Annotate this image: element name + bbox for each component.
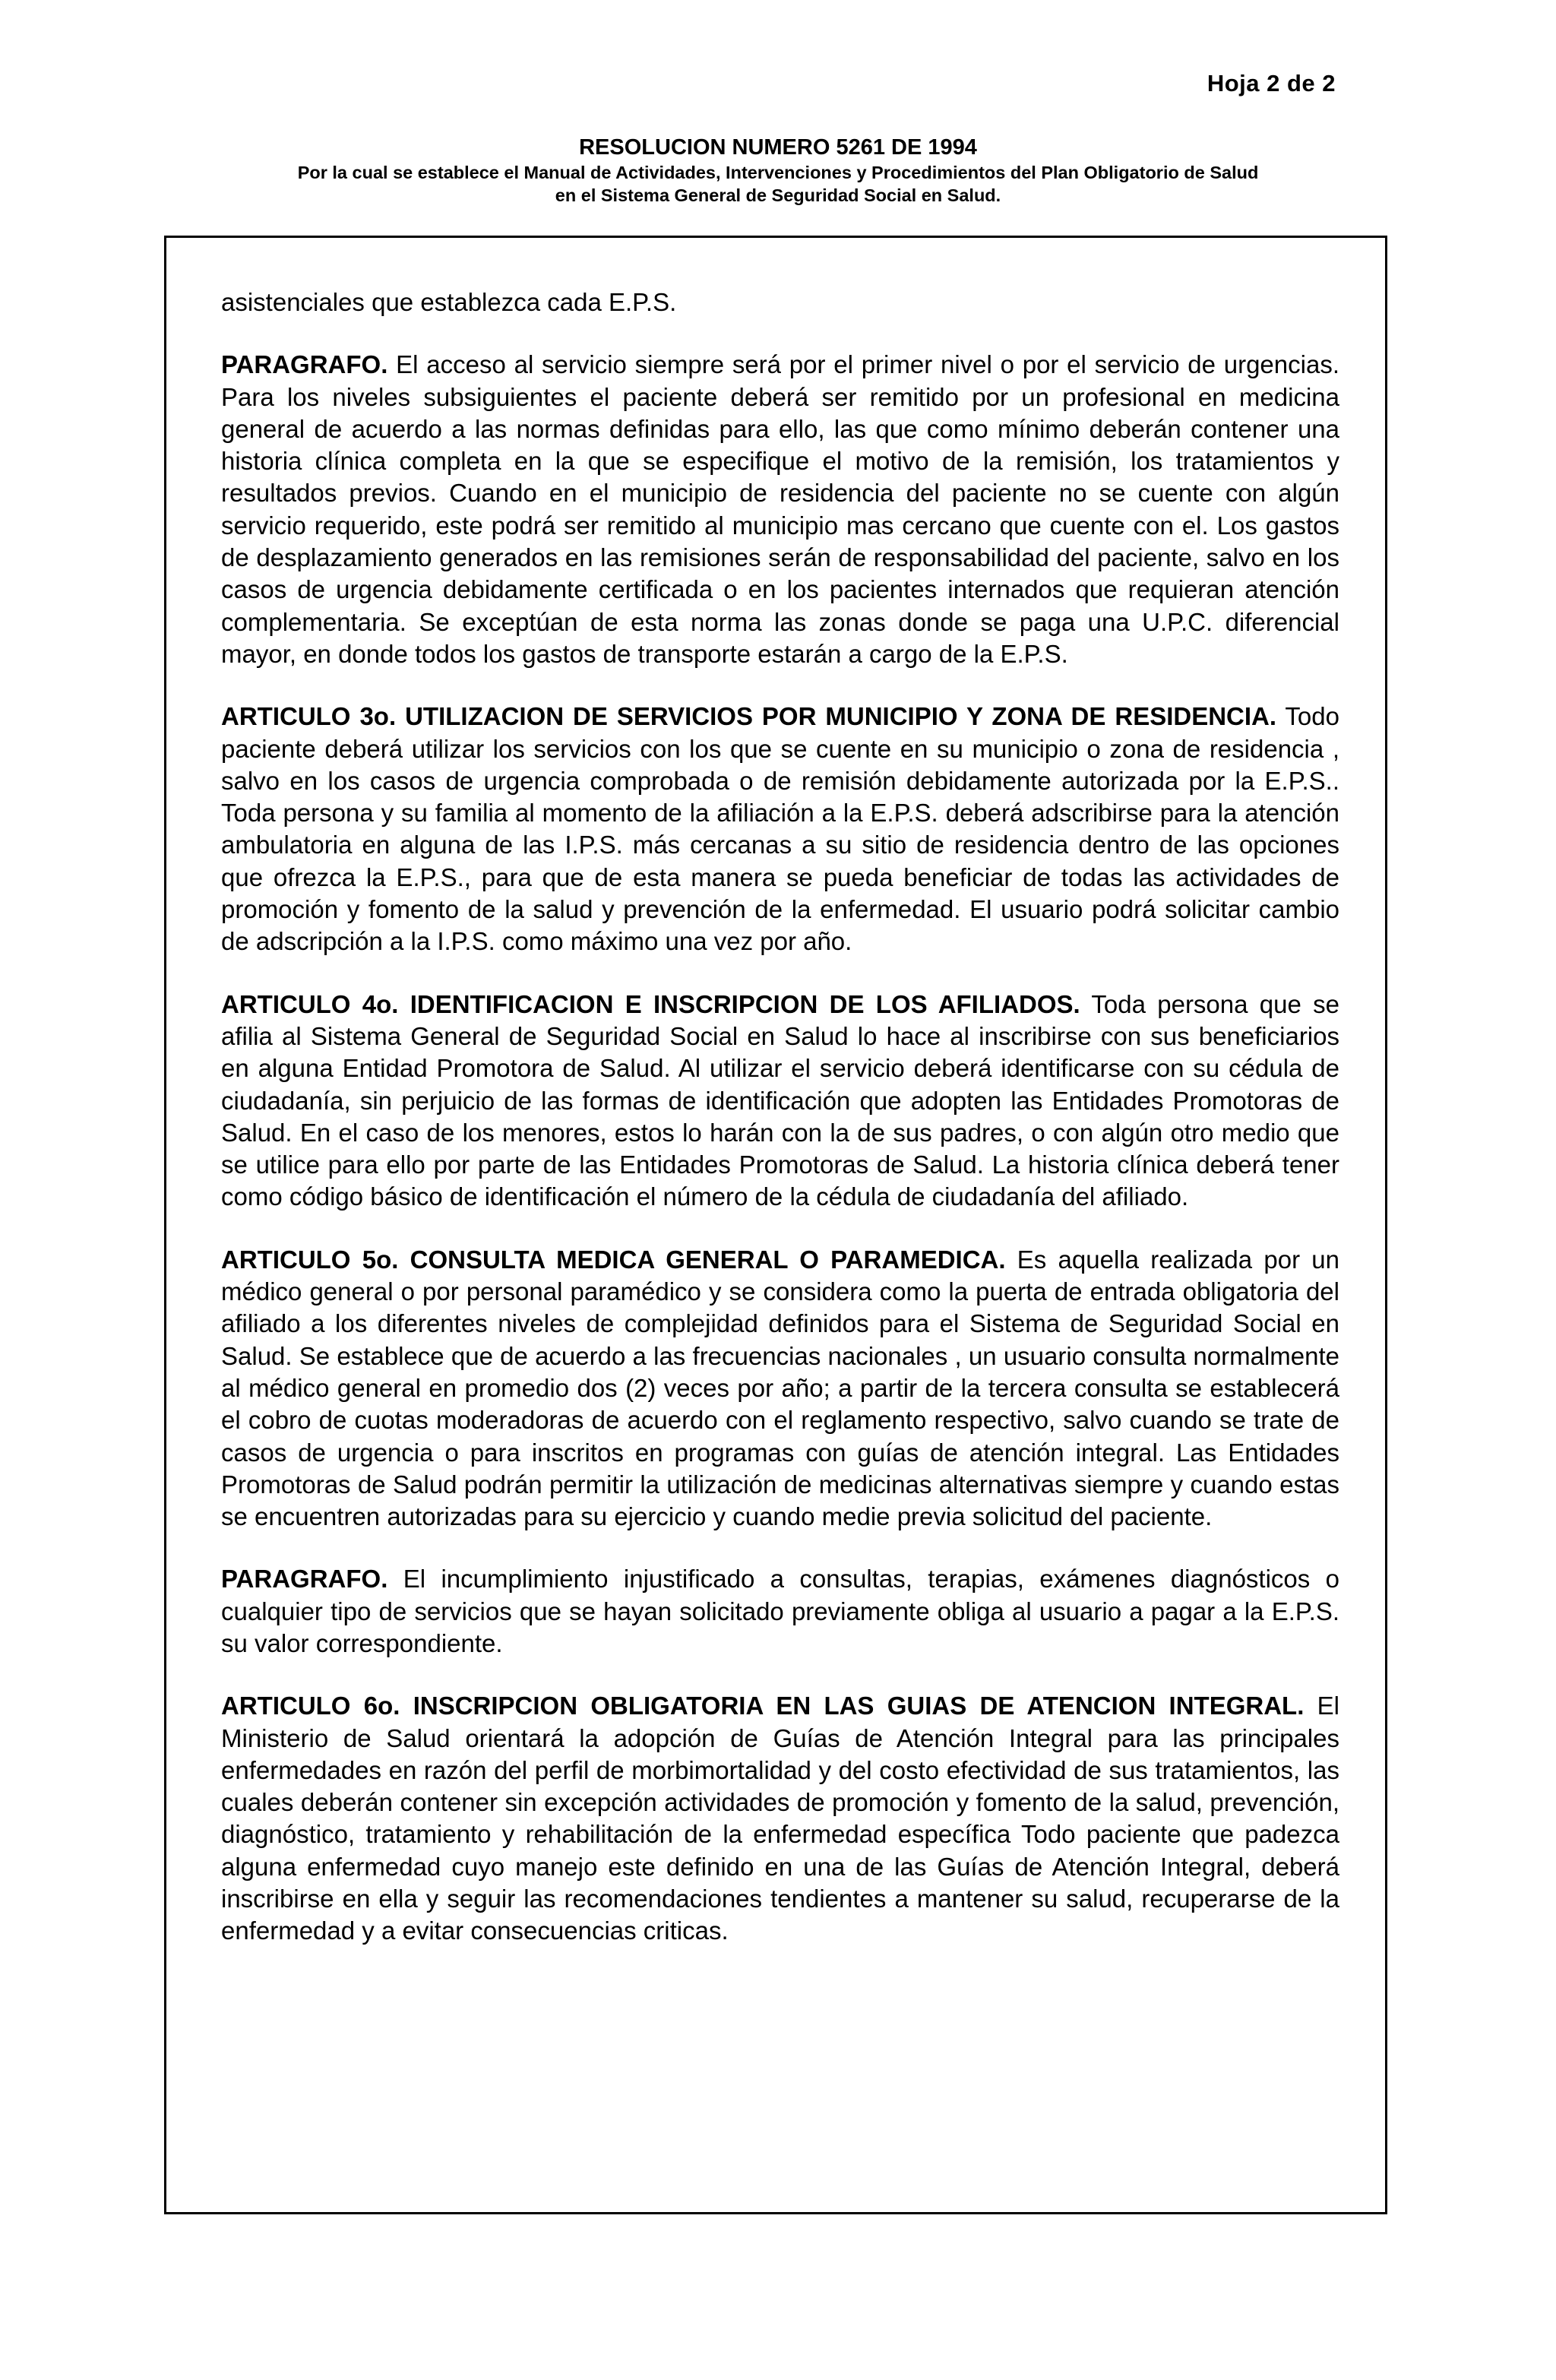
articulo-4 — [221, 989, 1339, 1214]
articulo-4-text: Toda persona que se afilia al Sistema General de Seguridad Social en Salud lo hace al inscribirse con sus beneficiarios en alguna Entidad Promotora de Salud. Al utilizar el servicio deberá identificarse con su cédula de ciudadanía, sin perjuicio de las formas de identificación que adopten las Entidades Promotoras de Salud. En el caso de los menores, estos lo harán con la de sus padres, o con algún otro medio que se utilice para ello por parte de las Entidades Promotoras de Salud. La historia clínica deberá tener como código básico de identificación el número de la cédula de ciudadanía del afiliado. — [221, 989, 1339, 1211]
articulo-4-heading: ARTICULO 4o. IDENTIFICACION E INSCRIPCION DE LOS AFILIADOS. — [221, 989, 1080, 1018]
articulo-5 — [221, 1244, 1339, 1533]
articulo-6-text: El Ministerio de Salud orientará la adopción de Guías de Atención Integral para las principales enfermedades en razón del perfil de morbimortalidad y del costo efectividad de sus tratamientos, las cuales deberán contener sin excepción actividades de promoción y fomento de la salud, prevención, diagnóstico, tratamiento y rehabilitación de la enfermedad específica Todo paciente que padezca alguna enfermedad cuyo manejo este definido en una de las Guías de Atención Integral, deberá inscribirse en ella y seguir las recomendaciones tendientes a mantener su salud, recuperarse de la enfermedad y a evitar consecuencias criticas. — [221, 1692, 1340, 1945]
articulo-6 — [221, 1690, 1339, 1947]
continuation-text: asistenciales que establezca cada E.P.S. — [221, 288, 677, 316]
resolution-subtitle-line-2: en el Sistema General de Seguridad Social en Salud. — [555, 185, 1001, 205]
continuation-paragraph — [221, 286, 1339, 318]
articulo-6-heading: ARTICULO 6o. INSCRIPCION OBLIGATORIA EN LAS GUIAS DE ATENCION INTEGRAL. — [221, 1692, 1305, 1720]
articulo-3-heading: ARTICULO 3o. UTILIZACION DE SERVICIOS POR MUNICIPIO Y ZONA DE RESIDENCIA. — [221, 702, 1277, 731]
paragrafo-2-text: El incumplimiento injustificado a consultas, terapias, exámenes diagnósticos o cualquier tipo de servicios que se hayan solicitado previamente obliga al usuario a pagar a la E.P.S. su valor correspondiente. — [221, 1565, 1339, 1657]
resolution-subtitle-line-1: Por la cual se establece el Manual de Actividades, Intervenciones y Procedimientos del Plan Obligatorio de Salud — [297, 163, 1259, 182]
articulo-5-heading: ARTICULO 5o. CONSULTA MEDICA GENERAL O PARAMEDICA. — [221, 1245, 1006, 1274]
paragrafo-1-text: El acceso al servicio siempre será por el primer nivel o por el servicio de urgencias. Para los niveles subsiguientes el paciente deberá ser remitido por un profesional en medicina general de acuerdo a las normas definidas para ello, las que como mínimo deberán contener una historia clínica completa en la que se especifique el motivo de la remisión, los tratamientos y resultados previos. Cuando en el municipio de residencia del paciente no se cuente con algún servicio requerido, este podrá ser remitido al municipio mas cercano que cuente con el. Los gastos de desplazamiento generados en las remisiones serán de responsabilidad del paciente, salvo en los casos de urgencia debidamente certificada o en los pacientes internados que requieran atención complementaria. Se exceptúan de esta norma las zonas donde se paga una U.P.C. diferencial mayor, en donde todos los gastos de transporte estarán a cargo de la E.P.S. — [221, 350, 1339, 668]
articulo-5-text: Es aquella realizada por un médico general o por personal paramédico y se considera como la puerta de entrada obligatoria del afiliado a los diferentes niveles de complejidad definidos para el Sistema de Seguridad Social en Salud. Se establece que de acuerdo a las frecuencias nacionales , un usuario consulta normalmente al médico general en promedio dos (2) veces por año; a partir de la tercera consulta se establecerá el cobro de cuotas moderadoras de acuerdo con el reglamento respectivo, salvo cuando se trate de casos de urgencia o para inscritos en programas con guías de atención integral. Las Entidades Promotoras de Salud podrán permitir la utilización de medicinas alternativas siempre y cuando estas se encuentren autorizadas para su ejercicio y cuando medie previa solicitud del paciente. — [221, 1245, 1340, 1531]
document-body — [221, 286, 1339, 1978]
articulo-3-text: Todo paciente deberá utilizar los servicios con los que se cuente en su municipio o zona de residencia , salvo en los casos de urgencia comprobada o de remisión debidamente autorizada por la E.P.S.. Toda persona y su familia al momento de la afiliación a la E.P.S. deberá adscribirse para la atención ambulatoria en alguna de las I.P.S. más cercanas a su sitio de residencia dentro de las opciones que ofrezca la E.P.S., para que de esta manera se pueda beneficiar de todas las actividades de promoción y fomento de la salud y prevención de la enfermedad. El usuario podrá solicitar cambio de adscripción a la I.P.S. como máximo una vez por año. — [221, 702, 1339, 956]
articulo-3 — [221, 701, 1339, 957]
paragrafo-1-heading: PARAGRAFO. — [221, 350, 388, 379]
paragrafo-1 — [221, 349, 1339, 670]
paragrafo-2-heading: PARAGRAFO. — [221, 1565, 388, 1594]
resolution-title: RESOLUCION NUMERO 5261 DE 1994 — [579, 135, 977, 160]
paragrafo-2 — [221, 1563, 1339, 1660]
content-frame — [164, 236, 1387, 2214]
page-number: Hoja 2 de 2 — [1207, 70, 1336, 97]
resolution-header — [0, 134, 1556, 207]
